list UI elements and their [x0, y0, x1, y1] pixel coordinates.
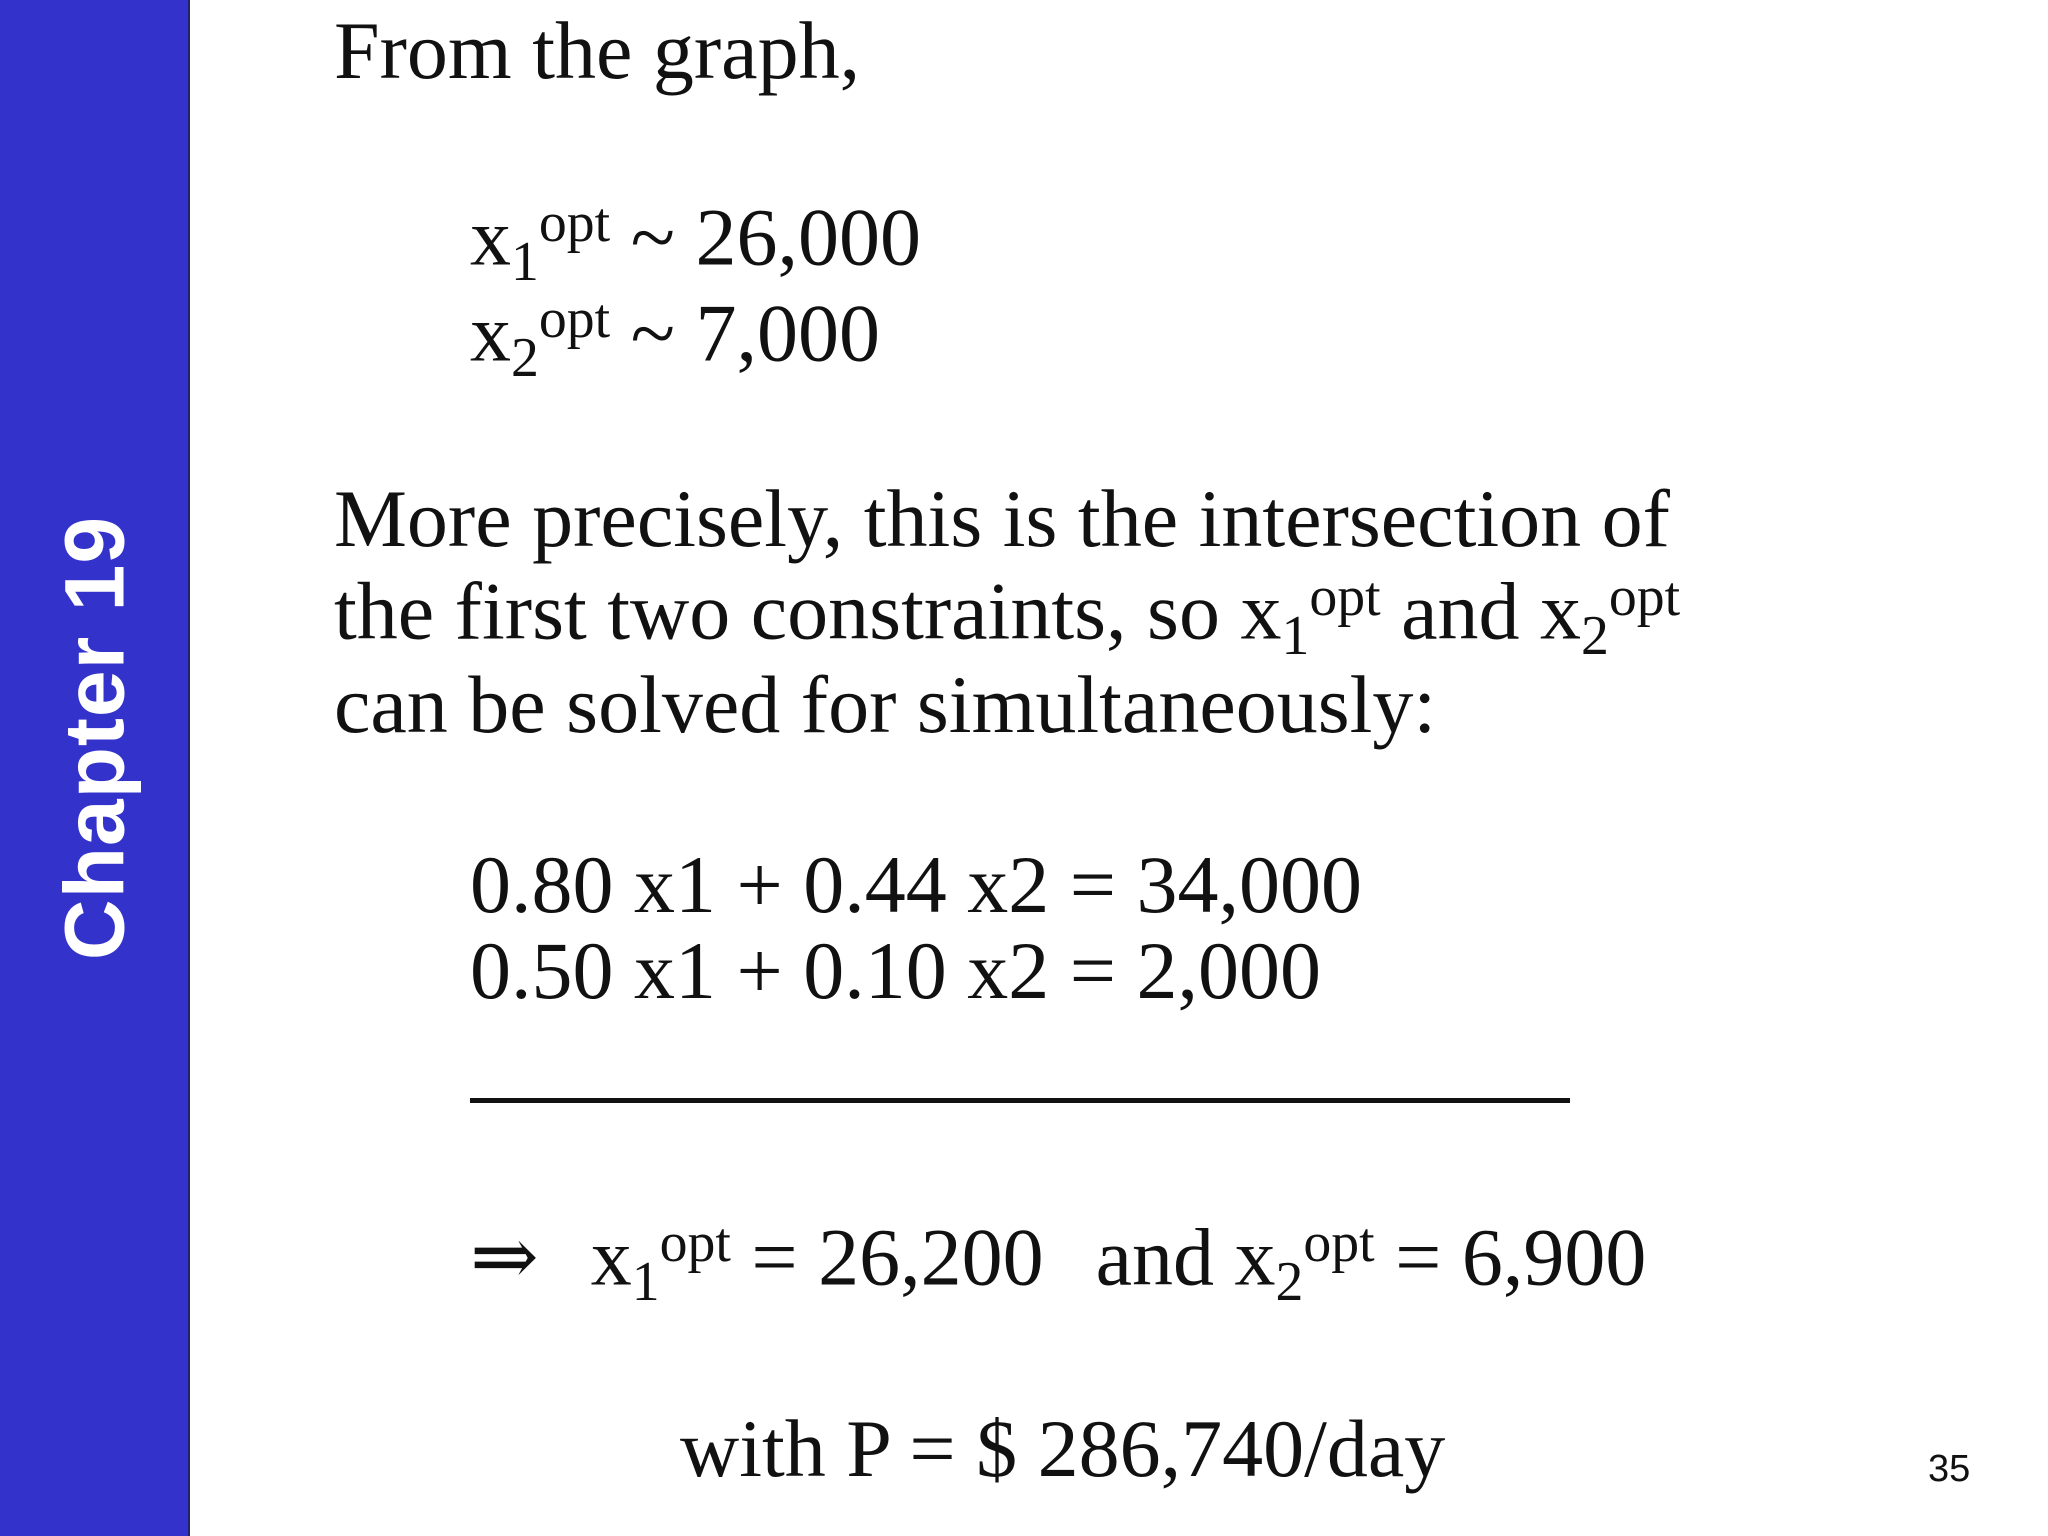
chapter-label: Chapter 19: [47, 515, 142, 961]
x1-approx-variable: x: [470, 191, 511, 283]
x2-approx-subscript: 2: [511, 327, 539, 390]
paragraph-line-2-middle: and x: [1380, 565, 1581, 657]
paragraph-line-1: More precisely, this is the intersection of: [334, 473, 1670, 564]
solution-x1-superscript: opt: [659, 1212, 731, 1274]
paragraph-x2-superscript: opt: [1608, 566, 1681, 628]
solution-x1-variable: x: [590, 1211, 632, 1303]
x1-approx-subscript: 1: [511, 231, 539, 294]
chapter-sidebar: [0, 0, 190, 1536]
x2-approx-superscript: opt: [538, 288, 611, 350]
paragraph-line-3: can be solved for simultaneously:: [334, 659, 1437, 750]
paragraph-line-2-start: the first two constraints, so x: [334, 565, 1282, 657]
implies-arrow: ⇒: [470, 1211, 539, 1303]
solution-and-x2: and x: [1095, 1211, 1276, 1303]
equation-divider: [470, 1098, 1570, 1103]
x1-approximation: [470, 191, 921, 294]
constraint-equation-2: 0.50 x1 + 0.10 x2 = 2,000: [470, 925, 1321, 1016]
intro-text: From the graph,: [334, 5, 861, 96]
paragraph-x1-superscript: opt: [1309, 566, 1381, 628]
solution-x2-superscript: opt: [1303, 1212, 1375, 1274]
paragraph-x1-subscript: 1: [1281, 605, 1310, 668]
solution-x1-value: = 26,200: [730, 1211, 1044, 1303]
x1-approx-value: ~ 26,000: [610, 191, 921, 283]
x2-approx-value: ~ 7,000: [610, 287, 880, 379]
paragraph-x2-subscript: 2: [1580, 605, 1609, 668]
x1-approx-superscript: opt: [538, 192, 611, 254]
solution-x2-subscript: 2: [1275, 1251, 1304, 1314]
paragraph-line-2: [334, 565, 1681, 668]
solution-x1-subscript: 1: [631, 1251, 660, 1314]
constraint-equation-1: 0.80 x1 + 0.44 x2 = 34,000: [470, 839, 1362, 930]
solution-line: [470, 1211, 1647, 1314]
x2-approx-variable: x: [470, 287, 511, 379]
solution-x2-value: = 6,900: [1374, 1211, 1647, 1303]
profit-line: with P = $ 286,740/day: [680, 1403, 1446, 1494]
page-number: 35: [1928, 1448, 1971, 1490]
x2-approximation: [470, 287, 880, 390]
